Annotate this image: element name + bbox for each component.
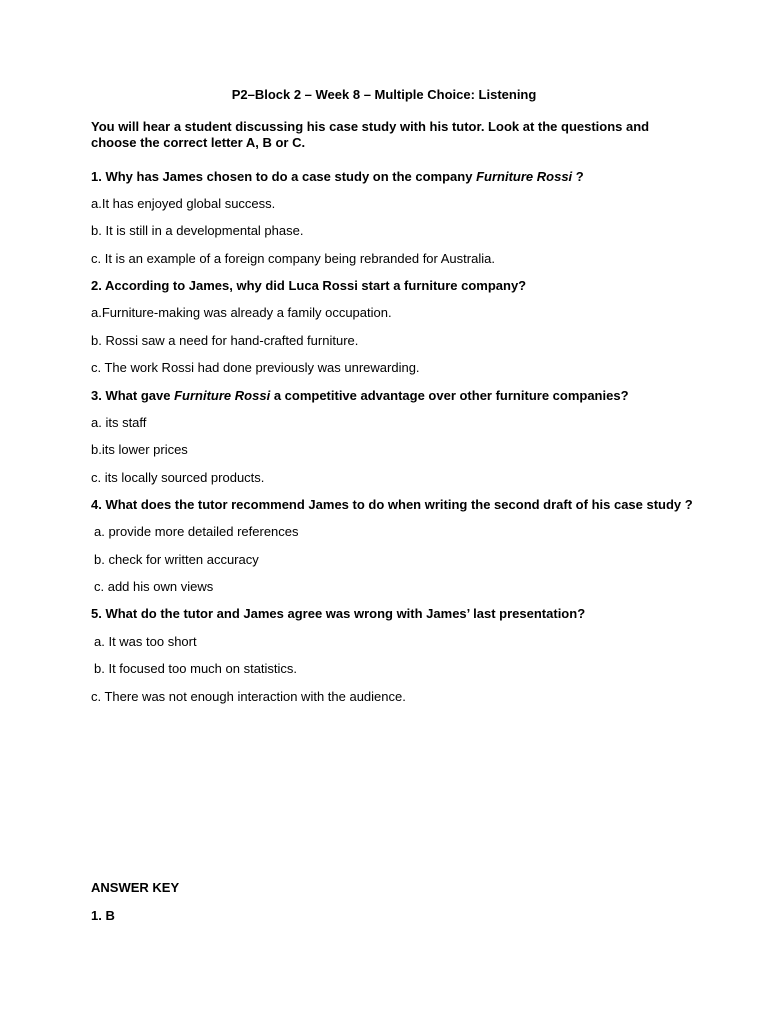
question-1-end: ? <box>572 169 584 184</box>
question-1 <box>91 168 584 185</box>
question-3-option-c: c. its locally sourced products. <box>91 470 265 485</box>
question-5-number: 5. <box>91 606 102 621</box>
question-2 <box>91 277 526 294</box>
question-2-option-b: b. Rossi saw a need for hand-crafted furniture. <box>91 333 359 348</box>
question-1-option-c: c. It is an example of a foreign company being rebranded for Australia. <box>91 251 495 266</box>
question-4-text: What does the tutor recommend James to do when writing the second draft of his case study ? <box>105 497 693 512</box>
question-5-text: What do the tutor and James agree was wrong with James’ last presentation? <box>105 606 586 621</box>
question-2-number: 2. <box>91 278 102 293</box>
question-1-company: Furniture Rossi <box>476 169 573 184</box>
question-1-option-b: b. It is still in a developmental phase. <box>91 223 304 238</box>
question-1-text: Why has James chosen to do a case study on the company <box>105 169 473 184</box>
instructions: You will hear a student discussing his case study with his tutor. Look at the questions and choose the correct letter A, B or C. <box>91 119 650 150</box>
answer-key-item-1: 1. B <box>91 908 115 923</box>
question-5-option-b: b. It focused too much on statistics. <box>94 661 298 676</box>
question-3-text: What gave <box>105 388 171 403</box>
document-title: P2–Block 2 – Week 8 – Multiple Choice: Listening <box>231 87 537 102</box>
question-2-option-a: a.Furniture-making was already a family occupation. <box>91 305 392 320</box>
question-5-option-c: c. There was not enough interaction with the audience. <box>91 689 406 704</box>
question-2-option-c: c. The work Rossi had done previously was unrewarding. <box>91 360 420 375</box>
question-3 <box>91 387 629 404</box>
question-3-end: a competitive advantage over other furniture companies? <box>273 388 629 403</box>
question-3-option-a: a. its staff <box>91 415 147 430</box>
question-5-option-a: a. It was too short <box>94 634 197 649</box>
question-4-option-c: c. add his own views <box>94 579 214 594</box>
question-4-number: 4. <box>91 497 102 512</box>
question-2-text: According to James, why did Luca Rossi start a furniture company? <box>104 278 527 293</box>
question-4 <box>91 496 693 513</box>
question-1-number: 1. <box>91 169 102 184</box>
answer-key-heading: ANSWER KEY <box>91 880 180 895</box>
question-4-option-b: b. check for written accuracy <box>94 552 259 567</box>
question-1-option-a: a.It has enjoyed global success. <box>91 196 276 211</box>
question-3-option-b: b.its lower prices <box>91 442 188 457</box>
question-3-number: 3. <box>91 388 102 403</box>
question-3-company: Furniture Rossi <box>174 388 271 403</box>
question-4-option-a: a. provide more detailed references <box>94 524 299 539</box>
question-5 <box>91 605 585 622</box>
